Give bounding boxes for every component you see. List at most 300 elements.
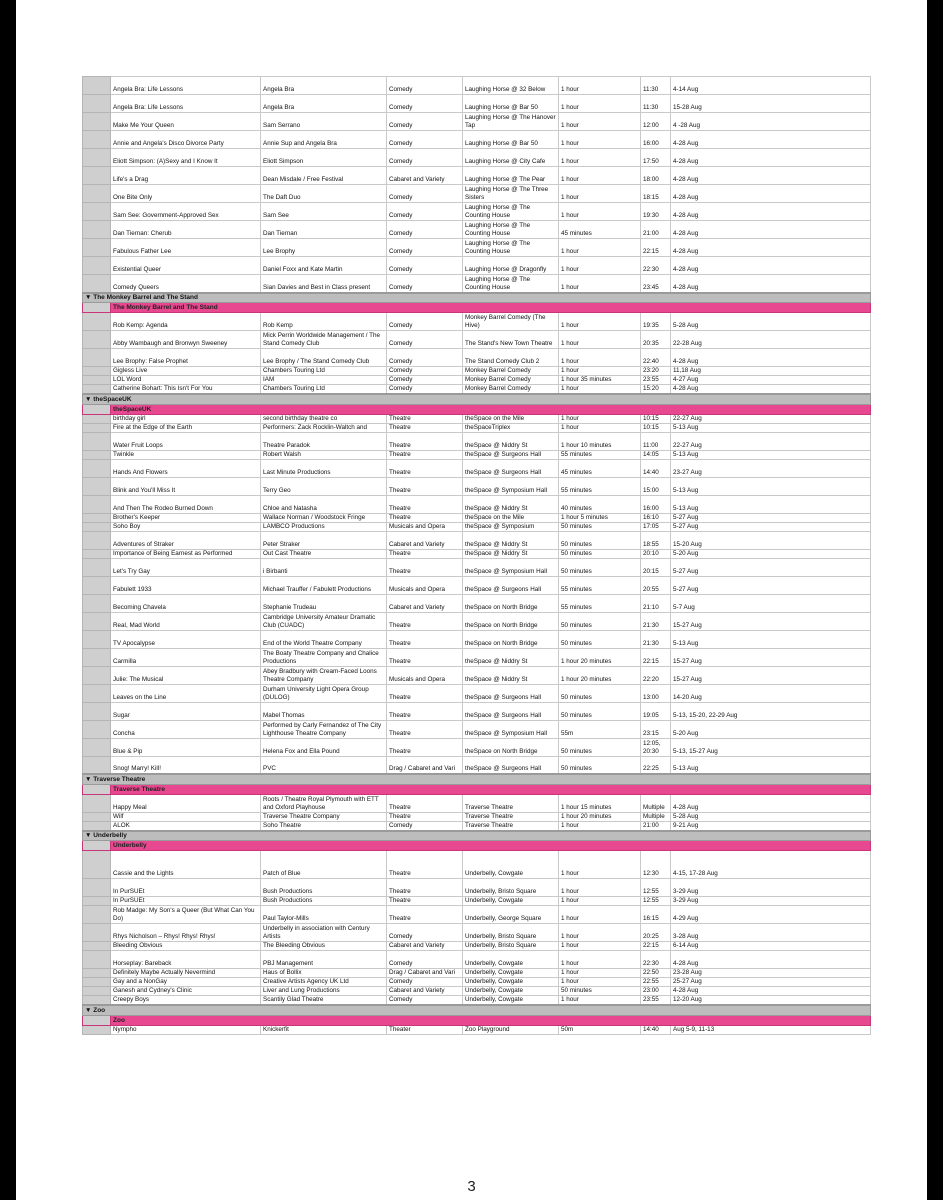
genre-cell: Comedy (387, 924, 463, 942)
listing-row (83, 851, 871, 879)
venue-cell: Laughing Horse @ The Three Sisters (463, 185, 559, 203)
duration-cell: 50 minutes (559, 612, 641, 630)
time-cell: 16:00 (641, 131, 671, 149)
row-gutter (83, 239, 111, 257)
time-cell: Multiple (641, 794, 671, 812)
dates-cell: 4-14 Aug (671, 77, 871, 95)
show-title-cell: Creepy Boys (111, 996, 261, 1006)
time-cell: 12:55 (641, 879, 671, 897)
group-label[interactable]: ▼ theSpaceUK (83, 394, 871, 404)
company-cell: Chambers Touring Ltd (261, 385, 387, 395)
row-gutter (83, 1015, 111, 1025)
row-gutter (83, 423, 111, 432)
duration-cell: 1 hour (559, 978, 641, 987)
venue-cell: Underbelly, Cowgate (463, 897, 559, 906)
show-title-cell: Abby Wambaugh and Bronwyn Sweeney (111, 331, 261, 349)
dates-cell: 5-27 Aug (671, 522, 871, 531)
genre-cell: Comedy (387, 275, 463, 293)
duration-cell: 1 hour (559, 996, 641, 1006)
row-gutter (83, 477, 111, 495)
show-title-cell: Becoming Chavela (111, 594, 261, 612)
company-cell: Annie Sup and Angela Bra (261, 131, 387, 149)
show-title-cell: Concha (111, 720, 261, 738)
company-cell: Michael Trauffer / Fabulett Productions (261, 576, 387, 594)
listing-row (83, 77, 871, 95)
show-title-cell: Catherine Bohart: This Isn't For You (111, 385, 261, 395)
listing-row (83, 349, 871, 367)
dates-cell: 4-29 Aug (671, 906, 871, 924)
listing-row (83, 648, 871, 666)
show-title-cell: Fabulous Father Lee (111, 239, 261, 257)
genre-cell: Cabaret and Variety (387, 594, 463, 612)
company-cell: Robert Walsh (261, 450, 387, 459)
genre-cell: Cabaret and Variety (387, 167, 463, 185)
show-title-cell: Leaves on the Line (111, 684, 261, 702)
row-gutter (83, 969, 111, 978)
listing-row (83, 275, 871, 293)
show-title-cell: Snog! Marry! Kill! (111, 756, 261, 774)
row-gutter (83, 185, 111, 203)
venue-cell: Underbelly, George Square (463, 906, 559, 924)
show-title-cell: Dan Tiernan: Cherub (111, 221, 261, 239)
dates-cell: 4-27 Aug (671, 376, 871, 385)
venue-cell: Underbelly, Cowgate (463, 969, 559, 978)
duration-cell: 1 hour 20 minutes (559, 666, 641, 684)
group-label[interactable]: ▼ Zoo (83, 1005, 871, 1015)
company-cell: End of the World Theatre Company (261, 630, 387, 648)
venue-header-label: The Monkey Barrel and The Stand (111, 303, 871, 313)
duration-cell: 1 hour (559, 331, 641, 349)
company-cell: Last Minute Productions (261, 459, 387, 477)
listing-row (83, 812, 871, 821)
row-gutter (83, 404, 111, 414)
duration-cell: 1 hour (559, 423, 641, 432)
venue-cell: theSpace @ Niddry St (463, 549, 559, 558)
show-title-cell: Cassie and the Lights (111, 851, 261, 879)
time-cell: 23:45 (641, 275, 671, 293)
venue-cell: Laughing Horse @ The Pear (463, 167, 559, 185)
listing-row (83, 495, 871, 513)
genre-cell: Theatre (387, 630, 463, 648)
dates-cell: 5-13 Aug (671, 450, 871, 459)
row-gutter (83, 576, 111, 594)
venue-header-row (83, 1015, 871, 1025)
show-title-cell: And Then The Rodeo Burned Down (111, 495, 261, 513)
row-gutter (83, 113, 111, 131)
show-title-cell: Life's a Drag (111, 167, 261, 185)
venue-cell: Underbelly, Bristo Square (463, 942, 559, 951)
row-gutter (83, 648, 111, 666)
genre-cell: Comedy (387, 331, 463, 349)
listing-row (83, 897, 871, 906)
listing-row (83, 794, 871, 812)
row-gutter (83, 851, 111, 879)
dates-cell: 5-13 Aug (671, 756, 871, 774)
listing-row (83, 906, 871, 924)
venue-cell: theSpace @ Surgeons Hall (463, 756, 559, 774)
time-cell: 18:55 (641, 531, 671, 549)
venue-cell: Underbelly, Bristo Square (463, 924, 559, 942)
listing-row (83, 738, 871, 756)
time-cell: 19:35 (641, 313, 671, 331)
dates-cell: 6-14 Aug (671, 942, 871, 951)
row-gutter (83, 349, 111, 367)
company-cell: Chambers Touring Ltd (261, 367, 387, 376)
time-cell: 23:55 (641, 996, 671, 1006)
show-title-cell: Rhys Nicholson – Rhys! Rhys! Rhys! (111, 924, 261, 942)
listing-row (83, 756, 871, 774)
venue-cell: Underbelly, Cowgate (463, 978, 559, 987)
row-gutter (83, 367, 111, 376)
company-cell: Traverse Theatre Company (261, 812, 387, 821)
dates-cell: 4-28 Aug (671, 257, 871, 275)
dates-cell: 4-28 Aug (671, 349, 871, 367)
company-cell: Theatre Paradok (261, 432, 387, 450)
row-gutter (83, 666, 111, 684)
dates-cell: 4-28 Aug (671, 275, 871, 293)
company-cell: Liver and Lung Productions (261, 987, 387, 996)
row-gutter (83, 167, 111, 185)
row-gutter (83, 558, 111, 576)
time-cell: 18:00 (641, 167, 671, 185)
duration-cell: 1 hour (559, 95, 641, 113)
show-title-cell: Fabulett 1933 (111, 576, 261, 594)
venue-cell: Laughing Horse @ Bar 50 (463, 95, 559, 113)
show-title-cell: Angela Bra: Life Lessons (111, 77, 261, 95)
venue-cell: Laughing Horse @ 32 Below (463, 77, 559, 95)
show-title-cell: TV Apocalypse (111, 630, 261, 648)
dates-cell: 23-27 Aug (671, 459, 871, 477)
dates-cell: 4-28 Aug (671, 203, 871, 221)
company-cell: Chloe and Natasha (261, 495, 387, 513)
row-gutter (83, 459, 111, 477)
row-gutter (83, 1025, 111, 1034)
show-title-cell: Blink and You'll Miss It (111, 477, 261, 495)
listing-row (83, 951, 871, 969)
company-cell: Sam Serrano (261, 113, 387, 131)
dates-cell: 4-28 Aug (671, 221, 871, 239)
listings-body (83, 77, 871, 1035)
genre-cell: Theatre (387, 684, 463, 702)
dates-cell: 3-29 Aug (671, 879, 871, 897)
time-cell: 22:15 (641, 942, 671, 951)
listing-row (83, 630, 871, 648)
genre-cell: Comedy (387, 376, 463, 385)
company-cell: The Daft Duo (261, 185, 387, 203)
row-gutter (83, 331, 111, 349)
row-gutter (83, 794, 111, 812)
duration-cell: 1 hour (559, 951, 641, 969)
show-title-cell: Existential Queer (111, 257, 261, 275)
listing-row (83, 558, 871, 576)
duration-cell: 1 hour (559, 897, 641, 906)
listing-row (83, 331, 871, 349)
dates-cell: 11,18 Aug (671, 367, 871, 376)
time-cell: 22:15 (641, 239, 671, 257)
time-cell: 20:10 (641, 549, 671, 558)
dates-cell: 14-20 Aug (671, 684, 871, 702)
duration-cell: 1 hour (559, 906, 641, 924)
show-title-cell: Horseplay: Bareback (111, 951, 261, 969)
time-cell: 14:05 (641, 450, 671, 459)
row-gutter (83, 951, 111, 969)
venue-cell: Underbelly, Cowgate (463, 987, 559, 996)
listing-row (83, 720, 871, 738)
venue-cell: theSpace on North Bridge (463, 594, 559, 612)
group-row (83, 774, 871, 784)
company-cell: Sam See (261, 203, 387, 221)
venue-header-label: Underbelly (111, 841, 871, 851)
venue-cell: theSpace @ Niddry St (463, 432, 559, 450)
listing-row (83, 149, 871, 167)
row-gutter (83, 432, 111, 450)
show-title-cell: Comedy Queers (111, 275, 261, 293)
duration-cell: 1 hour (559, 131, 641, 149)
show-title-cell: Gigless Live (111, 367, 261, 376)
company-cell: Cambridge University Amateur Dramatic Club (CUADC) (261, 612, 387, 630)
time-cell: 12:55 (641, 897, 671, 906)
genre-cell: Theatre (387, 794, 463, 812)
dates-cell: 15-27 Aug (671, 612, 871, 630)
time-cell: 15:00 (641, 477, 671, 495)
row-gutter (83, 257, 111, 275)
dates-cell: 12-20 Aug (671, 996, 871, 1006)
time-cell: 23:15 (641, 720, 671, 738)
genre-cell: Comedy (387, 131, 463, 149)
venue-header-row (83, 784, 871, 794)
document-page (16, 0, 927, 1200)
show-title-cell: Make Me Your Queen (111, 113, 261, 131)
company-cell: i Birbanti (261, 558, 387, 576)
company-cell: Mabel Thomas (261, 702, 387, 720)
listing-row (83, 969, 871, 978)
listing-row (83, 459, 871, 477)
time-cell: 15:20 (641, 385, 671, 395)
listing-row (83, 221, 871, 239)
dates-cell: 4 -28 Aug (671, 113, 871, 131)
company-cell: Rob Kemp (261, 313, 387, 331)
duration-cell: 55 minutes (559, 477, 641, 495)
genre-cell: Theatre (387, 549, 463, 558)
venue-cell: Laughing Horse @ The Counting House (463, 275, 559, 293)
genre-cell: Comedy (387, 113, 463, 131)
company-cell: Underbelly in association with Century Artists (261, 924, 387, 942)
genre-cell: Comedy (387, 385, 463, 395)
company-cell: IAM (261, 376, 387, 385)
row-gutter (83, 756, 111, 774)
genre-cell: Cabaret and Variety (387, 987, 463, 996)
dates-cell: 4-28 Aug (671, 951, 871, 969)
listing-row (83, 185, 871, 203)
listing-row (83, 531, 871, 549)
dates-cell: 4-28 Aug (671, 239, 871, 257)
listing-row (83, 924, 871, 942)
company-cell: Wallace Norman / Woodstock Fringe (261, 513, 387, 522)
venue-cell: theSpaceTriplex (463, 423, 559, 432)
venue-cell: theSpace @ Niddry St (463, 666, 559, 684)
company-cell: PVC (261, 756, 387, 774)
show-title-cell: Fire at the Edge of the Earth (111, 423, 261, 432)
venue-cell: Monkey Barrel Comedy (463, 385, 559, 395)
show-title-cell: Definitely Maybe Actually Nevermind (111, 969, 261, 978)
row-gutter (83, 275, 111, 293)
venue-cell: Monkey Barrel Comedy (463, 367, 559, 376)
time-cell: 10:15 (641, 414, 671, 423)
genre-cell: Musicals and Opera (387, 522, 463, 531)
venue-cell: theSpace on the Mile (463, 414, 559, 423)
dates-cell: 5-13 Aug (671, 495, 871, 513)
duration-cell: 1 hour (559, 349, 641, 367)
venue-cell: Laughing Horse @ City Cafe (463, 149, 559, 167)
row-gutter (83, 702, 111, 720)
time-cell: 22:30 (641, 951, 671, 969)
venue-cell: Traverse Theatre (463, 812, 559, 821)
venue-cell: theSpace @ Surgeons Hall (463, 576, 559, 594)
listing-row (83, 612, 871, 630)
genre-cell: Comedy (387, 239, 463, 257)
time-cell: 22:40 (641, 349, 671, 367)
venue-header-label: theSpaceUK (111, 404, 871, 414)
time-cell: 22:50 (641, 969, 671, 978)
genre-cell: Theatre (387, 906, 463, 924)
listing-row (83, 450, 871, 459)
duration-cell: 1 hour (559, 367, 641, 376)
duration-cell: 1 hour (559, 414, 641, 423)
company-cell: Bush Productions (261, 897, 387, 906)
duration-cell: 1 hour (559, 313, 641, 331)
time-cell: 17:05 (641, 522, 671, 531)
show-title-cell: Julie: The Musical (111, 666, 261, 684)
duration-cell: 1 hour (559, 879, 641, 897)
show-title-cell: Gay and a NonGay (111, 978, 261, 987)
listing-row (83, 987, 871, 996)
duration-cell: 1 hour 20 minutes (559, 648, 641, 666)
time-cell: 19:30 (641, 203, 671, 221)
dates-cell: Aug 5-9, 11-13 (671, 1025, 871, 1034)
group-row (83, 293, 871, 303)
row-gutter (83, 879, 111, 897)
genre-cell: Theatre (387, 648, 463, 666)
venue-cell: Underbelly, Cowgate (463, 851, 559, 879)
listing-row (83, 576, 871, 594)
group-label[interactable]: ▼ Underbelly (83, 831, 871, 841)
listing-row (83, 131, 871, 149)
company-cell: LAMBCO Productions (261, 522, 387, 531)
duration-cell: 1 hour (559, 167, 641, 185)
dates-cell: 4-28 Aug (671, 149, 871, 167)
venue-cell: theSpace @ Symposium Hall (463, 720, 559, 738)
show-title-cell: Carmilla (111, 648, 261, 666)
listing-row (83, 414, 871, 423)
genre-cell: Theatre (387, 459, 463, 477)
time-cell: 17:50 (641, 149, 671, 167)
venue-cell: theSpace @ Surgeons Hall (463, 702, 559, 720)
genre-cell: Cabaret and Variety (387, 942, 463, 951)
venue-cell: theSpace @ Surgeons Hall (463, 684, 559, 702)
row-gutter (83, 531, 111, 549)
duration-cell: 1 hour (559, 257, 641, 275)
genre-cell: Theatre (387, 738, 463, 756)
venue-cell: theSpace on North Bridge (463, 612, 559, 630)
show-title-cell: In PurSUEt (111, 879, 261, 897)
row-gutter (83, 149, 111, 167)
time-cell: 14:40 (641, 1025, 671, 1034)
venue-header-row (83, 303, 871, 313)
venue-cell: The Stand Comedy Club 2 (463, 349, 559, 367)
row-gutter (83, 942, 111, 951)
genre-cell: Theatre (387, 477, 463, 495)
venue-cell: Underbelly, Cowgate (463, 996, 559, 1006)
venue-cell: The Stand's New Town Theatre (463, 331, 559, 349)
time-cell: 20:25 (641, 924, 671, 942)
dates-cell: 5-13, 15-27 Aug (671, 738, 871, 756)
duration-cell: 1 hour (559, 969, 641, 978)
dates-cell: 15-20 Aug (671, 531, 871, 549)
time-cell: 20:55 (641, 576, 671, 594)
duration-cell: 55m (559, 720, 641, 738)
duration-cell: 50 minutes (559, 531, 641, 549)
show-title-cell: Brother's Keeper (111, 513, 261, 522)
dates-cell: 23-28 Aug (671, 969, 871, 978)
duration-cell: 1 hour 20 minutes (559, 812, 641, 821)
listing-row (83, 879, 871, 897)
genre-cell: Comedy (387, 349, 463, 367)
show-title-cell: Real, Mad World (111, 612, 261, 630)
listings-table (82, 76, 871, 1035)
time-cell: 11:00 (641, 432, 671, 450)
row-gutter (83, 738, 111, 756)
group-row (83, 394, 871, 404)
genre-cell: Theatre (387, 513, 463, 522)
time-cell: 12:30 (641, 851, 671, 879)
show-title-cell: Sugar (111, 702, 261, 720)
genre-cell: Theatre (387, 432, 463, 450)
company-cell: Dean Misdale / Free Festival (261, 167, 387, 185)
group-label[interactable]: ▼ The Monkey Barrel and The Stand (83, 293, 871, 303)
company-cell: Performers: Zack Rocklin-Waltch and (261, 423, 387, 432)
venue-cell: Monkey Barrel Comedy (The Hive) (463, 313, 559, 331)
genre-cell: Theatre (387, 720, 463, 738)
venue-cell: Underbelly, Cowgate (463, 951, 559, 969)
genre-cell: Theatre (387, 450, 463, 459)
listing-row (83, 666, 871, 684)
duration-cell: 50 minutes (559, 756, 641, 774)
show-title-cell: Eliott Simpson: (A)Sexy and I Know It (111, 149, 261, 167)
group-label[interactable]: ▼ Traverse Theatre (83, 774, 871, 784)
dates-cell: 22-28 Aug (671, 331, 871, 349)
time-cell: 20:15 (641, 558, 671, 576)
genre-cell: Comedy (387, 185, 463, 203)
duration-cell: 1 hour (559, 851, 641, 879)
show-title-cell: Rob Madge: My Son's a Queer (But What Can You Do) (111, 906, 261, 924)
dates-cell: 5-28 Aug (671, 812, 871, 821)
genre-cell: Musicals and Opera (387, 576, 463, 594)
show-title-cell: Hands And Flowers (111, 459, 261, 477)
company-cell: Mick Perrin Worldwide Management / The Stand Comedy Club (261, 331, 387, 349)
genre-cell: Comedy (387, 996, 463, 1006)
row-gutter (83, 549, 111, 558)
venue-cell: theSpace @ Surgeons Hall (463, 459, 559, 477)
time-cell: 21:30 (641, 612, 671, 630)
venue-cell: Laughing Horse @ Bar 50 (463, 131, 559, 149)
listing-row (83, 113, 871, 131)
listing-row (83, 385, 871, 395)
dates-cell: 22-27 Aug (671, 432, 871, 450)
company-cell: Lee Brophy (261, 239, 387, 257)
genre-cell: Comedy (387, 221, 463, 239)
venue-header-label: Traverse Theatre (111, 784, 871, 794)
company-cell: Sian Davies and Best in Class present (261, 275, 387, 293)
